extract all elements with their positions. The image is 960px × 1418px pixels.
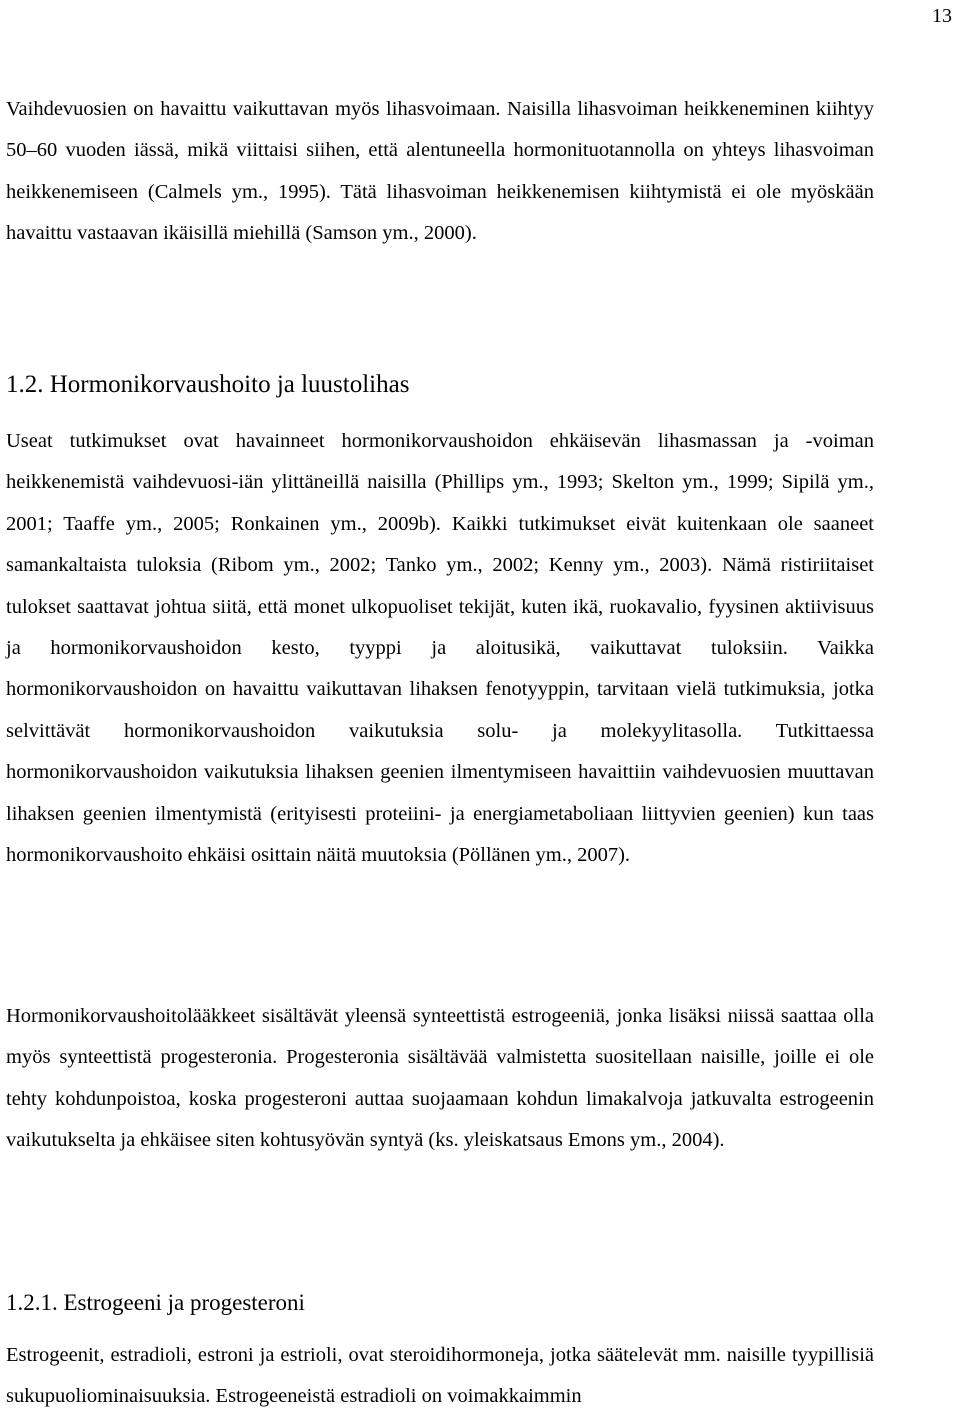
paragraph-laakkeet bbox=[6, 996, 874, 1162]
section-heading-text bbox=[6, 1288, 874, 1318]
section-heading-1-2 bbox=[6, 369, 874, 401]
paragraph-estrogeeni bbox=[6, 1335, 874, 1418]
section-number: 1.2.1. bbox=[6, 1290, 58, 1315]
section-heading-1-2-1 bbox=[6, 1288, 874, 1318]
paragraph-lihasvoima bbox=[6, 89, 874, 255]
page-number: 13 bbox=[932, 5, 952, 27]
section-heading-text bbox=[6, 369, 874, 401]
paragraph-text: Useat tutkimukset ovat havainneet hormonikorvaushoidon ehkäisevän lihasmassan ja -voiman heikkenemistä vaihdevuosi-iän ylittäneillä naisilla (Phillips ym., 1993; Skelton ym., 1999; Sipilä ym., 2001; Taaffe ym., 2005; Ronkainen ym., 2009b). Kaikki tutkimukset eivät kuitenkaan ole saaneet samankaltaista tuloksia (Ribom ym., 2002; Tanko ym., 2002; Kenny ym., 2003). Nämä ristiriitaiset tulokset saattavat johtua siitä, että monet ulkopuoliset tekijät, kuten ikä, ruokavalio, fyysinen aktiivisuus ja hormonikorvaushoidon kesto, tyyppi ja aloitusikä, vaikuttavat tuloksiin. Vaikka hormonikorvaushoidon on havaittu vaikuttavan lihaksen fenotyyppin, tarvitaan vielä tutkimuksia, jotka selvittävät hormonikorvaushoidon vaikutuksia solu- ja molekyylitasolla. Tutkittaessa hormonikorvaushoidon vaikutuksia lihaksen geenien ilmentymiseen havaittiin vaihdevuosien muuttavan lihaksen geenien ilmentymistä (erityisesti proteiini- ja energiametaboliaan liittyvien geenien) kun taas hormonikorvaushoito ehkäisi osittain näitä muutoksia (Pöllänen ym., 2007). bbox=[6, 430, 874, 867]
section-title: Estrogeeni ja progesteroni bbox=[63, 1290, 305, 1315]
section-number: 1.2. bbox=[6, 371, 44, 398]
paragraph-text: Estrogeenit, estradioli, estroni ja estrioli, ovat steroidihormoneja, jotka säätelevät mm. naisille tyypillisiä sukupuoliominaisuuksia. Estrogeeneistä estradioli on voimakkaimmin bbox=[6, 1344, 874, 1408]
paragraph-text: Hormonikorvaushoitolääkkeet sisältävät yleensä synteettistä estrogeeniä, jonka lisäksi niissä saattaa olla myös synteettistä progesteronia. Progesteronia sisältävää valmistetta suositellaan naisille, joille ei ole tehty kohdunpoistoa, koska progesteroni auttaa suojaamaan kohdun limakalvoja jatkuvalta estrogeenin vaikutukselta ja ehkäisee siten kohtusyövän syntyä (ks. yleiskatsaus Emons ym., 2004). bbox=[6, 1005, 874, 1152]
paragraph-text: Vaihdevuosien on havaittu vaikuttavan myös lihasvoimaan. Naisilla lihasvoiman heikkeneminen kiihtyy 50–60 vuoden iässä, mikä viittaisi siihen, että alentuneella hormonituotannolla on yhteys lihasvoiman heikkenemiseen (Calmels ym., 1995). Tätä lihasvoiman heikkenemisen kiihtymistä ei ole myöskään havaittu vastaavan ikäisillä miehillä (Samson ym., 2000). bbox=[6, 98, 874, 245]
paragraph-hormonikorvaushoito bbox=[6, 421, 874, 876]
section-title: Hormonikorvaushoito ja luustolihas bbox=[49, 371, 410, 398]
